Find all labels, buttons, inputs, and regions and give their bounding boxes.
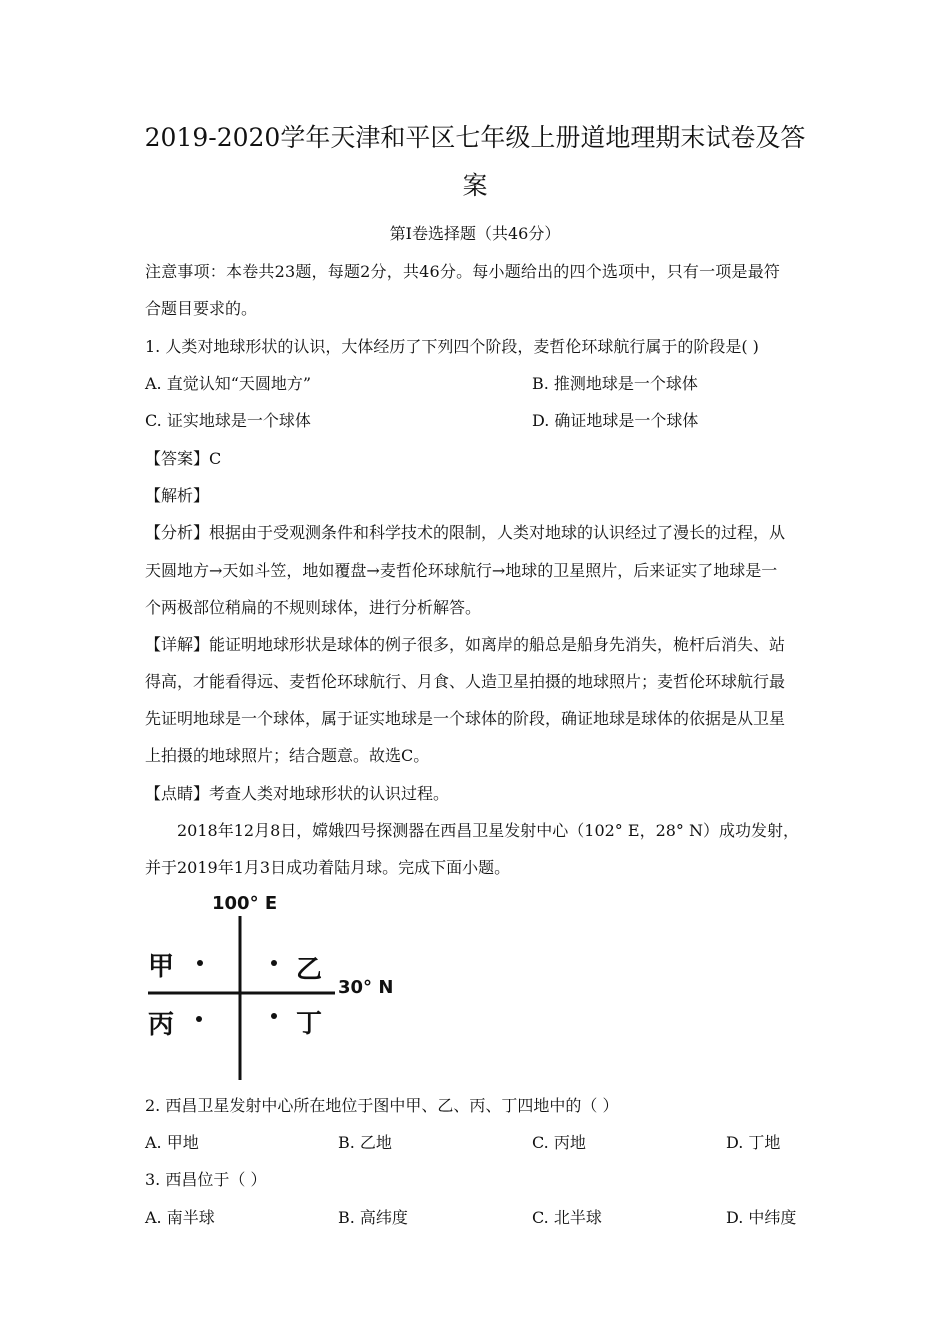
q3-option-c: C. 北半球 (532, 1208, 602, 1227)
point-ding (271, 1013, 277, 1019)
label-ding: 丁 (296, 1009, 323, 1039)
notice-line1: 注意事项：本卷共23题，每题2分，共46分。每小题给出的四个选项中，只有一项是最符 (145, 262, 781, 281)
q1-answer: 【答案】C (145, 449, 222, 468)
q1-option-c: C. 证实地球是一个球体 (145, 411, 311, 430)
passage-line2: 并于2019年1月3日成功着陆月球。完成下面小题。 (145, 858, 511, 877)
q1-xiangjie-line2: 得高，才能看得远、麦哲伦环球航行、月食、人造卫星拍摄的地球照片；麦哲伦环球航行最 (145, 672, 786, 691)
point-bing (196, 1016, 202, 1022)
q2-stem: 2. 西昌卫星发射中心所在地位于图中甲、乙、丙、丁四地中的（ ） (145, 1096, 619, 1115)
q1-option-b: B. 推测地球是一个球体 (532, 374, 698, 393)
q3-stem: 3. 西昌位于（ ） (145, 1170, 267, 1189)
q1-option-d: D. 确证地球是一个球体 (532, 411, 699, 430)
q2-option-c: C. 丙地 (532, 1133, 586, 1152)
doc-title-line1: 2019-2020学年天津和平区七年级上册道地理期末试卷及答 (144, 123, 806, 152)
coordinate-figure (145, 886, 415, 1081)
q1-fenxi-line2: 天圆地方→天如斗笠，地如覆盘→麦哲伦环球航行→地球的卫星照片，后来证实了地球是一 (145, 561, 778, 580)
q1-fenxi-line1: 【分析】根据由于受观测条件和科学技术的限制，人类对地球的认识经过了漫长的过程，从 (145, 523, 786, 542)
parallel-label: 30° N (338, 977, 394, 998)
q2-option-a: A. 甲地 (145, 1133, 199, 1152)
q1-xiangjie-line3: 先证明地球是一个球体，属于证实地球是一个球体的阶段，确证地球是球体的依据是从卫星 (145, 709, 786, 728)
q3-option-d: D. 中纬度 (726, 1208, 797, 1227)
label-bing: 丙 (148, 1010, 175, 1040)
q1-dianjing: 【点睛】考查人类对地球形状的认识过程。 (145, 784, 450, 803)
passage-line1: 2018年12月8日，嫦娥四号探测器在西昌卫星发射中心（102° E，28° N）成功发射， (177, 821, 800, 840)
q1-stem: 1. 人类对地球形状的认识，大体经历了下列四个阶段，麦哲伦环球航行属于的阶段是( ) (145, 337, 759, 356)
q1-option-a: A. 直觉认知“天圆地方” (145, 374, 312, 393)
q1-analysis-label: 【解析】 (145, 486, 210, 505)
q3-option-a: A. 南半球 (145, 1208, 215, 1227)
q3-option-b: B. 高纬度 (338, 1208, 408, 1227)
q2-option-d: D. 丁地 (726, 1133, 781, 1152)
section-title: 第Ⅰ卷选择题（共46分） (389, 224, 561, 243)
meridian-label: 100° E (212, 893, 278, 914)
label-yi: 乙 (296, 955, 323, 985)
point-jia (197, 960, 203, 966)
point-yi (271, 960, 277, 966)
q2-option-b: B. 乙地 (338, 1133, 392, 1152)
q1-xiangjie-line1: 【详解】能证明地球形状是球体的例子很多，如离岸的船总是船身先消失，桅杆后消失、站 (145, 635, 786, 654)
q1-xiangjie-line4: 上拍摄的地球照片；结合题意。故选C。 (145, 746, 430, 765)
q1-fenxi-line3: 个两极部位稍扁的不规则球体，进行分析解答。 (145, 598, 482, 617)
doc-title-line2: 案 (462, 171, 488, 200)
notice-line2: 合题目要求的。 (145, 299, 258, 318)
label-jia: 甲 (148, 952, 175, 982)
